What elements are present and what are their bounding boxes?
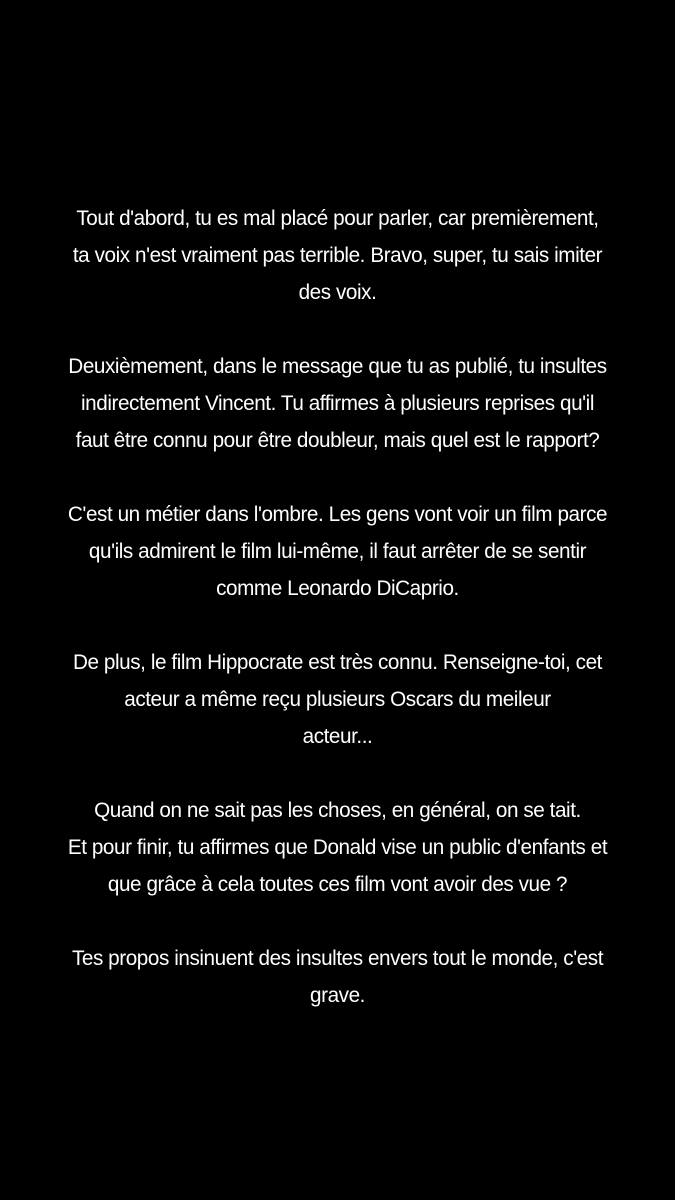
- text-line: acteur...: [302, 724, 373, 748]
- text-line: acteur a même reçu plusieurs Oscars du meileur: [124, 687, 551, 711]
- text-line: Tes propos insinuent des insultes envers tout le monde, c'est: [71, 946, 604, 970]
- text-line: comme Leonardo DiCaprio.: [216, 576, 459, 600]
- paragraph-gap: [0, 311, 675, 348]
- text-line: Deuxièmement, dans le message que tu as publié, tu insultes: [68, 354, 607, 378]
- text-line: indirectement Vincent. Tu affirmes à plusieurs reprises qu'il: [80, 391, 595, 415]
- paragraph-5: [0, 792, 675, 903]
- story-text-block: [0, 200, 675, 1014]
- paragraph-3: [0, 496, 675, 607]
- text-line: grave.: [310, 983, 365, 1007]
- paragraph-gap: [0, 607, 675, 644]
- text-line: que grâce à cela toutes ces film vont avoir des vue ?: [107, 872, 568, 896]
- text-line: Et pour finir, tu affirmes que Donald vise un public d'enfants et: [67, 835, 608, 859]
- text-line: des voix.: [298, 280, 377, 304]
- text-line: Quand on ne sait pas les choses, en général, on se tait.: [94, 798, 581, 822]
- text-line: qu'ils admirent le film lui-même, il faut arrêter de se sentir: [88, 539, 587, 563]
- paragraph-4: [0, 644, 675, 755]
- text-line: De plus, le film Hippocrate est très connu. Renseigne-toi, cet: [73, 650, 602, 674]
- text-line: Tout d'abord, tu es mal placé pour parler, car premièrement,: [76, 206, 599, 230]
- paragraph-2: [0, 348, 675, 459]
- paragraph-gap: [0, 755, 675, 792]
- text-line: ta voix n'est vraiment pas terrible. Bravo, super, tu sais imiter: [72, 243, 603, 267]
- paragraph-1: [0, 200, 675, 311]
- text-line: C'est un métier dans l'ombre. Les gens vont voir un film parce: [67, 502, 608, 526]
- paragraph-6: [0, 940, 675, 1014]
- paragraph-gap: [0, 459, 675, 496]
- paragraph-gap: [0, 903, 675, 940]
- text-line: faut être connu pour être doubleur, mais quel est le rapport?: [75, 428, 600, 452]
